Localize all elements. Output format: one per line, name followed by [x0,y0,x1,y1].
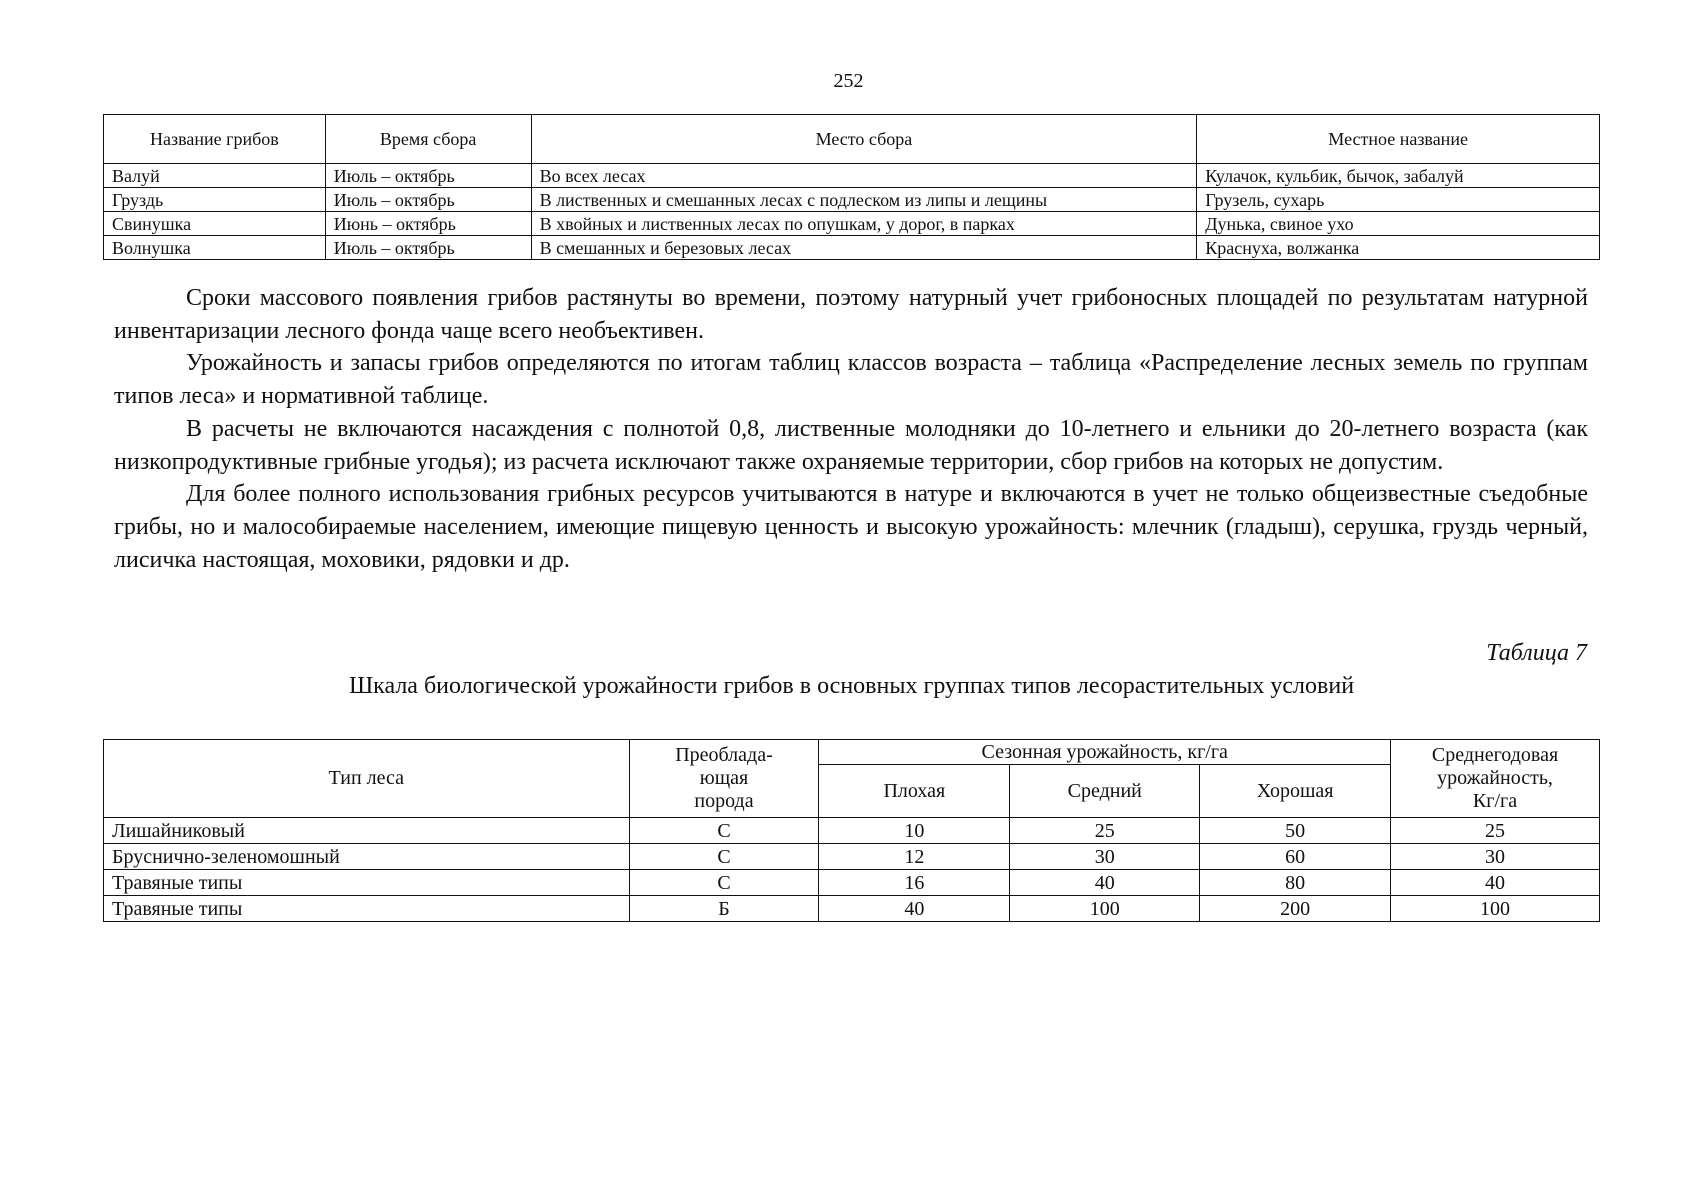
table-cell: 50 [1200,818,1391,844]
table-cell: Валуй [104,164,326,188]
column-header: Время сбора [325,115,531,164]
table-cell: 40 [1010,870,1200,896]
table-cell: Б [629,896,819,922]
table-cell: 100 [1010,896,1200,922]
column-header-good: Хорошая [1200,765,1391,818]
table-cell: 16 [819,870,1010,896]
paragraph: Для более полного использования грибных ресурсов учитываются в натуре и включаются в учет не только общеизвестные съедобные грибы, но и малособираемые населением, имеющие пищевую ценность и высокую урожайность: млечник (гладыш), серушка, груздь черный, лисичка настоящая, моховики, рядовки и др. [114,481,1588,573]
table-cell: В хвойных и лиственных лесах по опушкам, у дорог, в парках [531,212,1197,236]
table-cell: 200 [1200,896,1391,922]
table-cell: В лиственных и смешанных лесах с подлеском из липы и лещины [531,188,1197,212]
table-cell: Грузель, сухарь [1197,188,1600,212]
table-row [104,896,1600,922]
paragraph: Урожайность и запасы грибов определяются по итогам таблиц классов возраста – таблица «Распределение лесных земель по группам типов леса» и нормативной таблице. [114,350,1588,410]
table-row [104,188,1600,212]
page-number: 252 [833,70,864,92]
column-header-medium: Средний [1010,765,1200,818]
table-title: Шкала биологической урожайности грибов в основных группах типов лесорастительных условий [348,673,1355,699]
table-cell: 30 [1391,844,1600,870]
header-line: Преоблада- [675,744,773,766]
column-header: Место сбора [531,115,1197,164]
table-cell: Июнь – октябрь [325,212,531,236]
table-cell: 80 [1200,870,1391,896]
table-cell: Краснуха, волжанка [1197,236,1600,260]
table-cell: 25 [1391,818,1600,844]
table-row [104,818,1600,844]
table-cell: С [629,870,819,896]
header-line: урожайность, [1437,767,1553,789]
table-cell: Июль – октябрь [325,164,531,188]
table-cell: Свинушка [104,212,326,236]
table-cell: Кулачок, кульбик, бычок, забалуй [1197,164,1600,188]
table-row [104,870,1600,896]
table-cell: С [629,844,819,870]
mushroom-yield-table [103,739,1600,922]
table-cell: 25 [1010,818,1200,844]
table-cell: 30 [1010,844,1200,870]
table-row [104,844,1600,870]
table-row [104,164,1600,188]
table-header-row [104,115,1600,164]
mushroom-collection-table [103,114,1600,260]
table-cell: 40 [1391,870,1600,896]
table-cell: Дунька, свиное ухо [1197,212,1600,236]
table-cell: 60 [1200,844,1391,870]
table-cell: Травяные типы [104,870,630,896]
table-row [104,212,1600,236]
table-cell: В смешанных и березовых лесах [531,236,1197,260]
header-line: Кг/га [1472,790,1518,812]
header-line: Среднегодовая [1431,744,1559,766]
paragraph: В расчеты не включаются насаждения с полнотой 0,8, лиственные молодняки до 10-летнего и ельники до 20-летнего возраста (как низкопродуктивные грибные угодья); из расчета исключают также охраняемые территории, сбор грибов на которых не допустим. [114,415,1588,475]
column-header-forest-type: Тип леса [104,740,630,818]
table-cell: 100 [1391,896,1600,922]
body-text [114,282,1588,576]
paragraph: Сроки массового появления грибов растянуты во времени, поэтому натурный учет грибоносных площадей по результатам натурной инвентаризации лесного фонда чаще всего необъективен. [114,285,1588,344]
table-row [104,236,1600,260]
column-header: Местное название [1197,115,1600,164]
table-cell: 40 [819,896,1010,922]
table-header-row [104,740,1600,765]
table-cell: Во всех лесах [531,164,1197,188]
column-header-dominant-species [629,740,819,818]
table-cell: Травяные типы [104,896,630,922]
table-cell: Лишайниковый [104,818,630,844]
table-label: Таблица 7 [1486,640,1587,666]
table-cell: 12 [819,844,1010,870]
table-cell: 10 [819,818,1010,844]
table-cell: Волнушка [104,236,326,260]
column-header-seasonal-yield: Сезонная урожайность, кг/га [819,740,1391,765]
column-header-annual-yield [1391,740,1600,818]
table-cell: Груздь [104,188,326,212]
table-cell: Июль – октябрь [325,188,531,212]
table-cell: Июль – октябрь [325,236,531,260]
column-header: Название грибов [104,115,326,164]
table-cell: Бруснично-зеленомошный [104,844,630,870]
header-line: ющая [699,767,749,789]
column-header-bad: Плохая [819,765,1010,818]
header-line: порода [694,790,754,812]
table-cell: С [629,818,819,844]
